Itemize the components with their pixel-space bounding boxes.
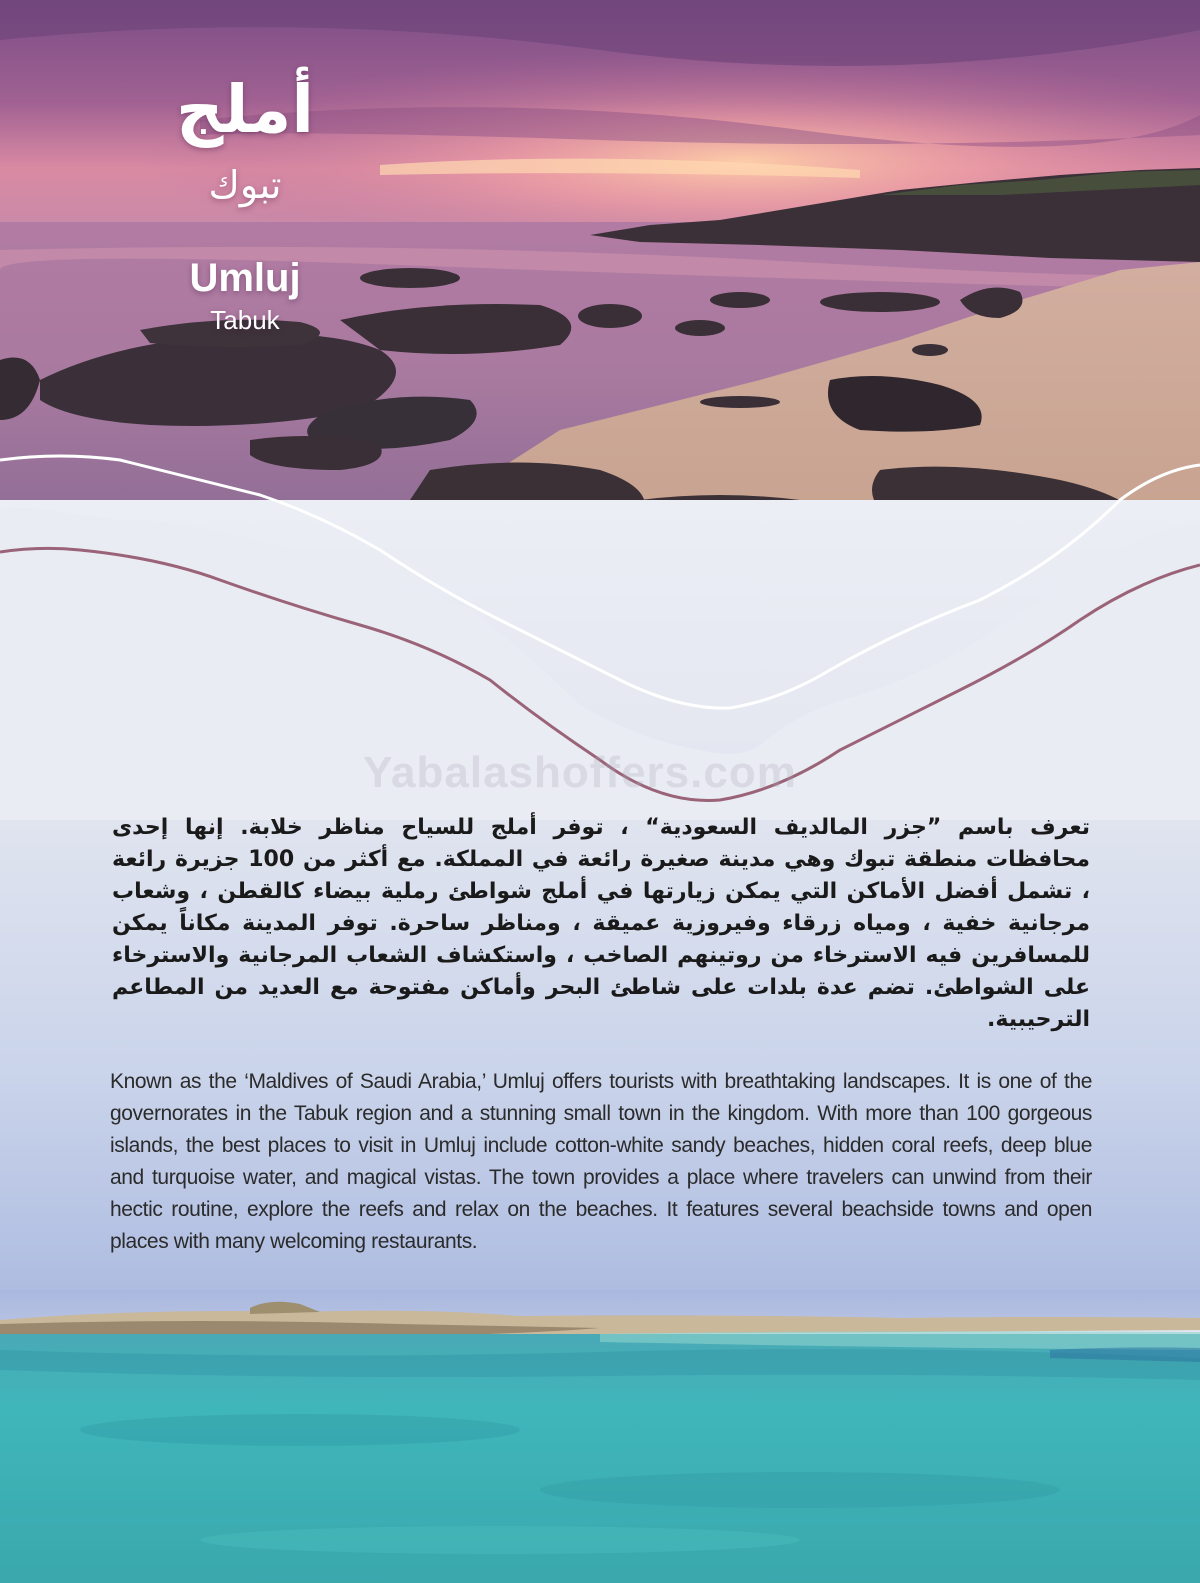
region-subtitle-arabic: تبوك [208, 163, 282, 207]
bottom-photo-turquoise-sea [0, 1290, 1200, 1583]
page-title-arabic: أملج [176, 71, 314, 148]
sea-photo-illustration [0, 1290, 1200, 1583]
arabic-description: تعرف باسم ”جزر المالديف السعودية“ ، توفر أملج للسياح مناظر خلابة. إنها إحدى محافظات منطقة تبوك وهي مدينة صغيرة رائعة في المملكة. مع أكثر من 100 جزيرة رائعة ، تشمل أفضل الأماكن التي يمكن زيارتها في أملج شواطئ رملية بيضاء كالقطن ، وشعاب مرجانية خفية ، ومياه زرقاء وفيروزية عميقة ، ومناظر ساحرة. توفر المدينة مكاناً يمكن للمسافرين فيه الاسترخاء من روتينهم الصاخب ، واستكشاف الشعاب المرجانية والاسترخاء على الشواطئ. تضم عدة بلدات على شاطئ البحر وأماكن مفتوحة مع العديد من المطاعم الترحيبية. [112, 815, 1090, 1032]
page-title-english: Umluj [189, 256, 301, 300]
english-description: Known as the ‘Maldives of Saudi Arabia,’ Umluj offers tourists with breathtaking landscapes. It is one of the governorates in the Tabuk region and a stunning small town in the kingdom. With more than 100 gorgeous islands, the best places to visit in Umluj include cotton-white sandy beaches, hidden coral reefs, deep blue and turquoise water, and magical vistas. The town provides a place where travelers can unwind from their hectic routine, explore the reefs and relax on the beaches. It features several beachside towns and open places with many welcoming restaurants. [110, 1070, 1092, 1253]
region-subtitle-english: Tabuk [210, 305, 280, 335]
watermark: Yabalashoffers.com [363, 748, 797, 797]
